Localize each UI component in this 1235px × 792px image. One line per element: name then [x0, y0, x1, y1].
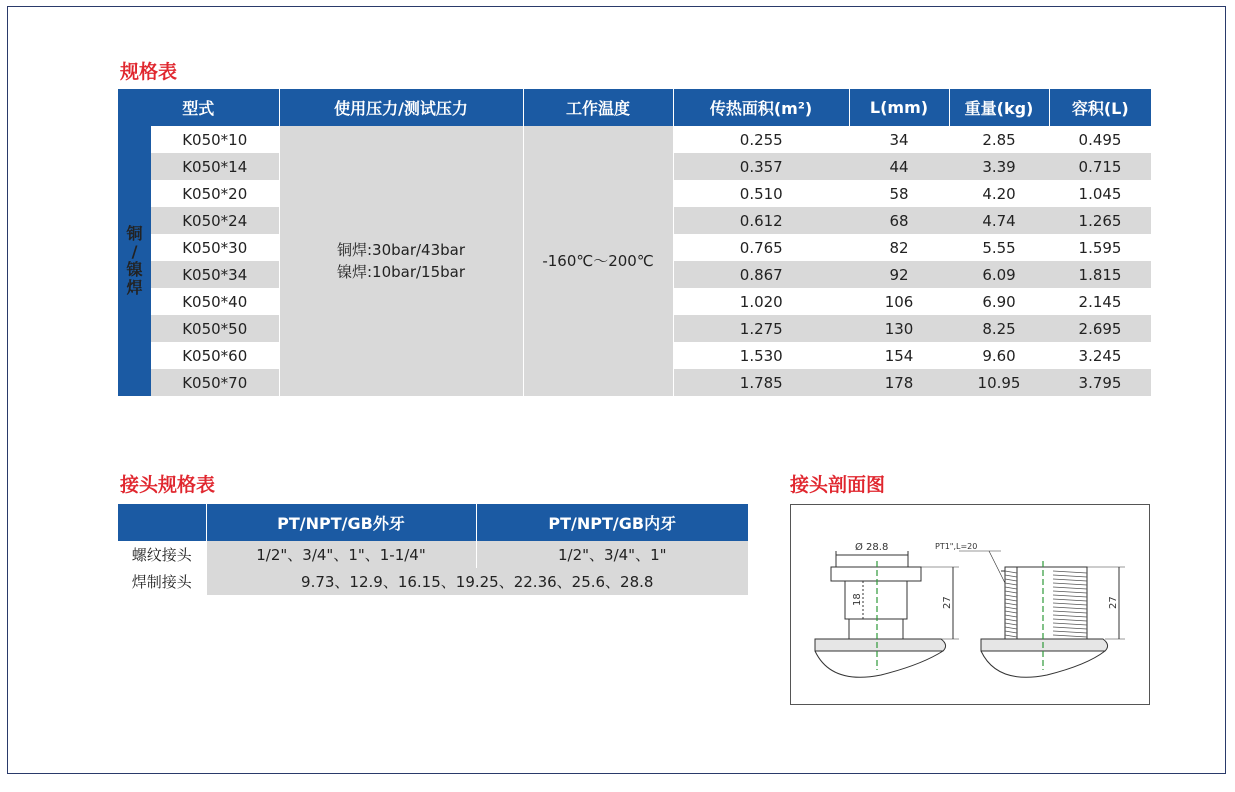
dim-27-right-label: 27 — [1108, 596, 1119, 609]
thread-line — [1005, 603, 1017, 605]
area-cell: 0.255 — [673, 126, 849, 153]
table-row — [118, 568, 748, 595]
table-row — [118, 126, 1151, 153]
dim-pt-label: PT1",L=20 — [935, 542, 978, 551]
weld-label: 焊制接头 — [118, 568, 206, 595]
base-plate — [981, 639, 1108, 651]
model-cell: K050*70 — [151, 369, 279, 396]
thread-line — [1053, 595, 1087, 597]
base-curve — [815, 651, 943, 677]
thread-line — [1005, 627, 1017, 629]
model-cell: K050*20 — [151, 180, 279, 207]
pressure-copper: 铜焊:30bar/43bar — [336, 241, 466, 259]
model-cell: K050*60 — [151, 342, 279, 369]
length-cell: 44 — [889, 157, 909, 176]
length-cell: 68 — [889, 211, 909, 230]
header-area: 传热面积(m²) — [673, 89, 849, 126]
header-weight: 重量(kg) — [949, 89, 1049, 126]
area-cell: 0.357 — [739, 157, 783, 176]
thread-line — [1005, 607, 1017, 609]
header-length: L(mm) — [849, 89, 949, 126]
volume-cell: 3.795 — [1078, 373, 1122, 392]
area-cell: 0.510 — [739, 184, 783, 203]
pressure-cell — [279, 126, 523, 396]
thread-line — [1005, 583, 1017, 585]
header-volume: 容积(L) — [1049, 89, 1151, 126]
length-cell: 106 — [884, 292, 914, 311]
model-cell: K050*24 — [151, 207, 279, 234]
thread-line — [1053, 627, 1087, 629]
weld-values: 9.73、12.9、16.15、19.25、22.36、25.6、28.8 — [301, 573, 654, 591]
header-model: 型式 — [118, 89, 279, 126]
thread-line — [1053, 579, 1087, 581]
flange-top — [831, 567, 921, 581]
dim-27-left-label: 27 — [942, 596, 953, 609]
thread-line — [1053, 619, 1087, 621]
thread-line — [1005, 615, 1017, 617]
thread-label: 螺纹接头 — [118, 541, 206, 568]
length-cell: 154 — [884, 346, 914, 365]
volume-cell: 3.245 — [1078, 346, 1122, 365]
thread-line — [1053, 611, 1087, 613]
area-cell: 0.612 — [739, 211, 783, 230]
thread-line — [1053, 623, 1087, 625]
header-temperature: 工作温度 — [523, 89, 673, 126]
thread-line — [1053, 587, 1087, 589]
length-cell: 58 — [889, 184, 909, 203]
thread-line — [1005, 591, 1017, 593]
thread-line — [1053, 635, 1087, 637]
weight-cell: 4.20 — [982, 184, 1016, 203]
weight-cell: 6.90 — [982, 292, 1016, 311]
joint-header-outer: PT/NPT/GB外牙 — [206, 504, 476, 541]
length-cell: 130 — [884, 319, 914, 338]
area-cell: 1.275 — [739, 319, 783, 338]
thread-line — [1053, 583, 1087, 585]
weight-cell: 3.39 — [982, 157, 1016, 176]
area-cell: 1.530 — [739, 346, 783, 365]
area-cell: 0.867 — [739, 265, 783, 284]
leader-line — [989, 551, 1005, 583]
thread-line — [1053, 571, 1087, 573]
thread-line — [1005, 595, 1017, 597]
weight-cell: 6.09 — [982, 265, 1016, 284]
threaded-fitting-drawing — [959, 551, 1125, 677]
spec-table-title: 规格表 — [120, 61, 178, 83]
thread-line — [1005, 579, 1017, 581]
volume-cell: 2.145 — [1078, 292, 1122, 311]
table-row — [118, 541, 748, 568]
volume-cell: 1.045 — [1078, 184, 1122, 203]
weight-cell: 2.85 — [949, 126, 1049, 153]
thread-line — [1005, 619, 1017, 621]
thread-line — [1053, 575, 1087, 577]
joint-table-title: 接头规格表 — [120, 474, 216, 496]
side-label: 铜 / 镍 焊 — [118, 126, 151, 396]
thread-line — [1005, 571, 1017, 573]
dim-18-label: 18 — [852, 593, 863, 606]
section-drawing-svg — [791, 505, 1149, 704]
length-cell: 82 — [889, 238, 909, 257]
thread-line — [1053, 591, 1087, 593]
thread-outer: 1/2"、3/4"、1"、1-1/4" — [206, 541, 476, 568]
thread-line — [1053, 603, 1087, 605]
thread-line — [1005, 599, 1017, 601]
thread-line — [1005, 623, 1017, 625]
length-cell: 34 — [849, 126, 949, 153]
section-view-title: 接头剖面图 — [790, 474, 886, 496]
model-cell: K050*40 — [151, 288, 279, 315]
joint-table — [118, 504, 748, 595]
section-drawing — [790, 504, 1150, 705]
thread-line — [1053, 615, 1087, 617]
welded-fitting-drawing — [815, 551, 959, 677]
thread-line — [1053, 607, 1087, 609]
area-cell: 1.020 — [739, 292, 783, 311]
weight-cell: 5.55 — [982, 238, 1016, 257]
joint-header-inner: PT/NPT/GB内牙 — [476, 504, 748, 541]
volume-cell: 2.695 — [1078, 319, 1122, 338]
area-cell: 0.765 — [739, 238, 783, 257]
model-cell: K050*14 — [151, 153, 279, 180]
temperature-cell: -160℃～200℃ — [523, 126, 673, 396]
spec-table — [118, 89, 1151, 396]
length-cell: 178 — [884, 373, 914, 392]
volume-cell: 1.595 — [1078, 238, 1122, 257]
model-cell: K050*10 — [151, 126, 279, 153]
volume-cell: 0.715 — [1078, 157, 1122, 176]
thread-line — [1005, 631, 1017, 633]
thread-line — [1005, 635, 1017, 637]
weight-cell: 9.60 — [982, 346, 1016, 365]
model-cell: K050*30 — [151, 234, 279, 261]
thread-line — [1053, 631, 1087, 633]
weight-cell: 8.25 — [982, 319, 1016, 338]
dim-diameter-label: Ø 28.8 — [855, 542, 889, 553]
header-pressure: 使用压力/测试压力 — [279, 89, 523, 126]
volume-cell: 1.815 — [1078, 265, 1122, 284]
thread-line — [1005, 611, 1017, 613]
pressure-nickel: 镍焊:10bar/15bar — [336, 263, 466, 281]
base-plate — [815, 639, 946, 651]
model-cell: K050*34 — [151, 261, 279, 288]
thread-line — [1005, 587, 1017, 589]
neck — [849, 619, 903, 639]
thread-line — [1005, 575, 1017, 577]
volume-cell: 1.265 — [1078, 211, 1122, 230]
thread-inner: 1/2"、3/4"、1" — [557, 546, 667, 564]
joint-header-blank — [118, 504, 206, 541]
weight-cell: 4.74 — [982, 211, 1016, 230]
area-cell: 1.785 — [739, 373, 783, 392]
length-cell: 92 — [889, 265, 909, 284]
thread-line — [1053, 599, 1087, 601]
weight-cell: 10.95 — [977, 373, 1021, 392]
volume-cell: 0.495 — [1049, 126, 1151, 153]
model-cell: K050*50 — [151, 315, 279, 342]
